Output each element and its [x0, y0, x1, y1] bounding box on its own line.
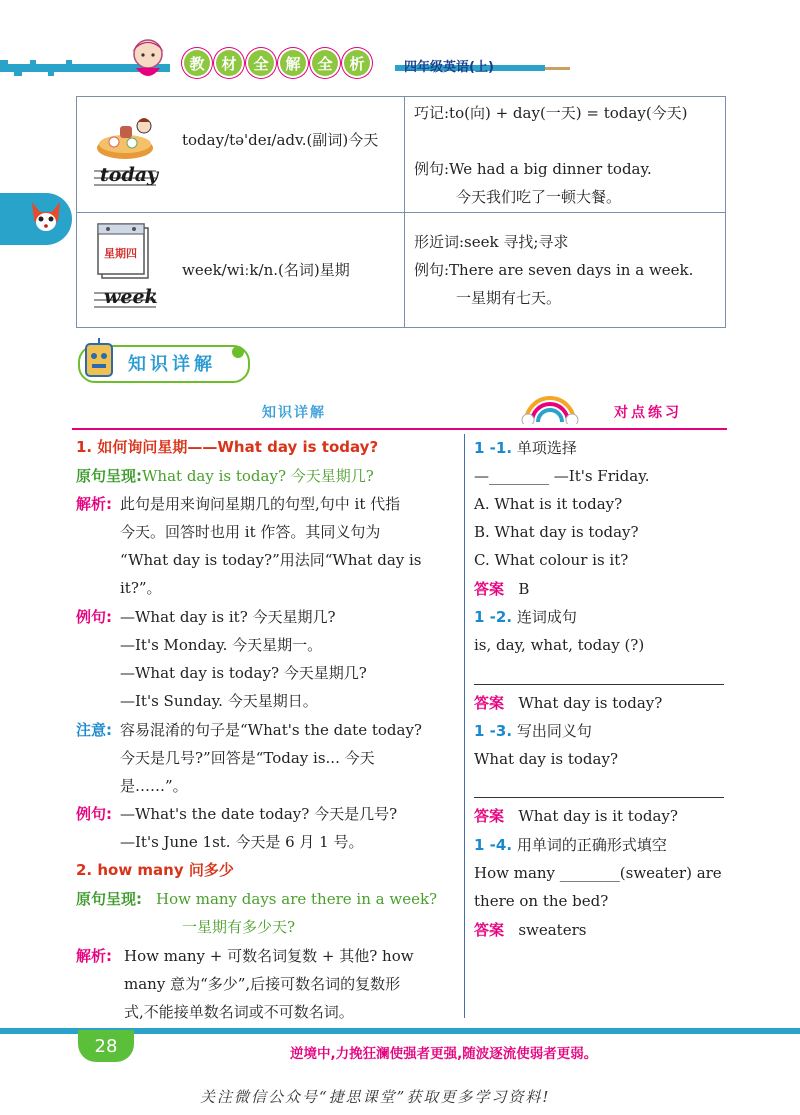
original-sentence-1: [76, 462, 460, 490]
topic-heading-1: 1. 如何询问星期——What day is today?: [76, 438, 379, 456]
answer-label: 答案: [474, 580, 505, 598]
original-text-2-cn: 一星期有多少天?: [182, 918, 296, 936]
robot-mascot-icon: [78, 338, 120, 382]
exercise-4-line-2: there on the bed?: [474, 892, 609, 910]
note-line: 容易混淆的句子是“What's the date today?: [120, 721, 422, 739]
exercise-2-words: is, day, what, today (?): [474, 636, 645, 654]
note-line: 今天是几号?”回答是“Today is... 今天: [120, 749, 375, 767]
exercise-3-stem: What day is today?: [474, 750, 618, 768]
exercise-title: 单项选择: [516, 439, 577, 457]
title-char-4: 解: [280, 50, 306, 76]
analysis-label-2: 解析:: [76, 947, 112, 965]
answer-value: sweaters: [518, 921, 587, 939]
example-line: —What day is today? 今天星期几?: [120, 664, 367, 682]
vocab-entry-week: week/wiːk/n.(名词)星期: [182, 261, 350, 279]
title-char-5: 全: [312, 50, 338, 76]
banner-dot-icon: [230, 344, 246, 360]
dinner-table-icon: [92, 108, 158, 166]
example-line: —What's the date today? 今天是几号?: [120, 805, 398, 823]
example-label-1: 例句:: [76, 608, 112, 626]
original-label: 原句呈现:: [76, 467, 142, 485]
analysis-line: “What day is today?”用法同“What day is: [120, 551, 422, 569]
analysis-line: 式,不能接单数名词或不可数名词。: [124, 1003, 354, 1021]
vocab-note-week-3: 一星期有七天。: [456, 289, 562, 307]
answer-1: [474, 575, 529, 603]
exercise-title: 用单词的正确形式填空: [516, 836, 667, 854]
example-line: —It's June 1st. 今天是 6 月 1 号。: [120, 833, 364, 851]
answer-blank-line: [474, 797, 724, 798]
answer-value: B: [518, 580, 530, 598]
footer-slogan: 逆境中,力挽狂澜使强者更强,随波逐流使弱者更弱。: [290, 1046, 598, 1062]
section-banner-title: 知识详解: [128, 354, 216, 375]
answer-2: [474, 689, 662, 717]
exercise-title: 连词成句: [516, 608, 577, 626]
grade-label: 四年级英语(上): [404, 60, 494, 75]
analysis-line: many 意为“多少”,后接可数名词的复数形: [124, 975, 401, 993]
note-label: 注意:: [76, 721, 112, 739]
original-text-2: How many days are there in a week?: [156, 890, 438, 908]
exercise-4-line-1: How many ________(sweater) are: [474, 864, 722, 882]
column-head-right: 对点练习: [614, 405, 682, 421]
page-number: 28: [78, 1030, 134, 1062]
exercise-number: 1 -4.: [474, 836, 513, 854]
answer-value: What day is it today?: [518, 807, 678, 825]
title-char-2: 材: [216, 50, 242, 76]
column-divider: [464, 434, 465, 1018]
exercise-4-title: [474, 831, 667, 859]
title-char-6: 析: [344, 50, 370, 76]
analysis-line: 今天。回答时也用 it 作答。其同义句为: [120, 523, 381, 541]
original-label-2: 原句呈现:: [76, 890, 142, 908]
title-char-3: 全: [248, 50, 274, 76]
exercise-number: 1 -3.: [474, 722, 513, 740]
exercise-1-title: [474, 434, 577, 462]
word-label-week: week: [104, 286, 158, 308]
exercise-number: 1 -1.: [474, 439, 513, 457]
table-row-divider: [76, 212, 726, 213]
word-label-today: today: [100, 164, 159, 186]
example-line: —It's Monday. 今天星期一。: [120, 636, 323, 654]
table-col-divider: [404, 96, 405, 328]
answer-blank-line: [474, 684, 724, 685]
title-char-1: 教: [184, 50, 210, 76]
calendar-label: 星期四: [104, 247, 137, 260]
analysis-label-1: 解析:: [76, 495, 112, 513]
exercise-1-stem: —________ —It's Friday.: [474, 467, 650, 485]
column-head-left: 知识详解: [262, 405, 326, 421]
example-line: —What day is it? 今天星期几?: [120, 608, 336, 626]
option-c: C. What colour is it?: [474, 551, 629, 569]
topic-heading-2: 2. how many 问多少: [76, 861, 234, 879]
vocab-note-today-2: 例句:We had a big dinner today.: [414, 160, 652, 178]
vocab-note-week-1: 形近词:seek 寻找;寻求: [414, 233, 569, 251]
option-b: B. What day is today?: [474, 523, 639, 541]
vocab-note-today-1: 巧记:to(向) + day(一天) = today(今天): [414, 104, 688, 122]
column-head-rule: [72, 428, 727, 430]
mascot-girl-icon: [118, 34, 178, 84]
answer-label: 答案: [474, 921, 505, 939]
fox-mascot-icon: [26, 198, 66, 240]
note-line: 是……”。: [120, 777, 188, 795]
analysis-line: it?”。: [120, 579, 162, 597]
answer-value: What day is today?: [518, 694, 663, 712]
exercise-title: 写出同义句: [516, 722, 592, 740]
vocab-note-today-3: 今天我们吃了一顿大餐。: [456, 188, 622, 206]
answer-3: [474, 802, 678, 830]
footer-notice: 关注微信公众号“捷思课堂”获取更多学习资料!: [200, 1088, 551, 1106]
example-line: —It's Sunday. 今天星期日。: [120, 692, 318, 710]
exercise-2-title: [474, 603, 577, 631]
vocab-entry-today: today/tə'deɪ/adv.(副词)今天: [182, 131, 379, 149]
vocab-note-week-2: 例句:There are seven days in a week.: [414, 261, 694, 279]
answer-4: [474, 916, 586, 944]
analysis-line: How many + 可数名词复数 + 其他? how: [124, 947, 414, 965]
example-label-2: 例句:: [76, 805, 112, 823]
exercise-3-title: [474, 717, 592, 745]
answer-label: 答案: [474, 694, 505, 712]
analysis-line: 此句是用来询问星期几的句型,句中 it 代指: [120, 495, 401, 513]
option-a: A. What is it today?: [474, 495, 623, 513]
original-text: What day is today? 今天星期几?: [142, 467, 374, 485]
rainbow-icon: [520, 388, 580, 424]
exercise-number: 1 -2.: [474, 608, 513, 626]
answer-label: 答案: [474, 807, 505, 825]
